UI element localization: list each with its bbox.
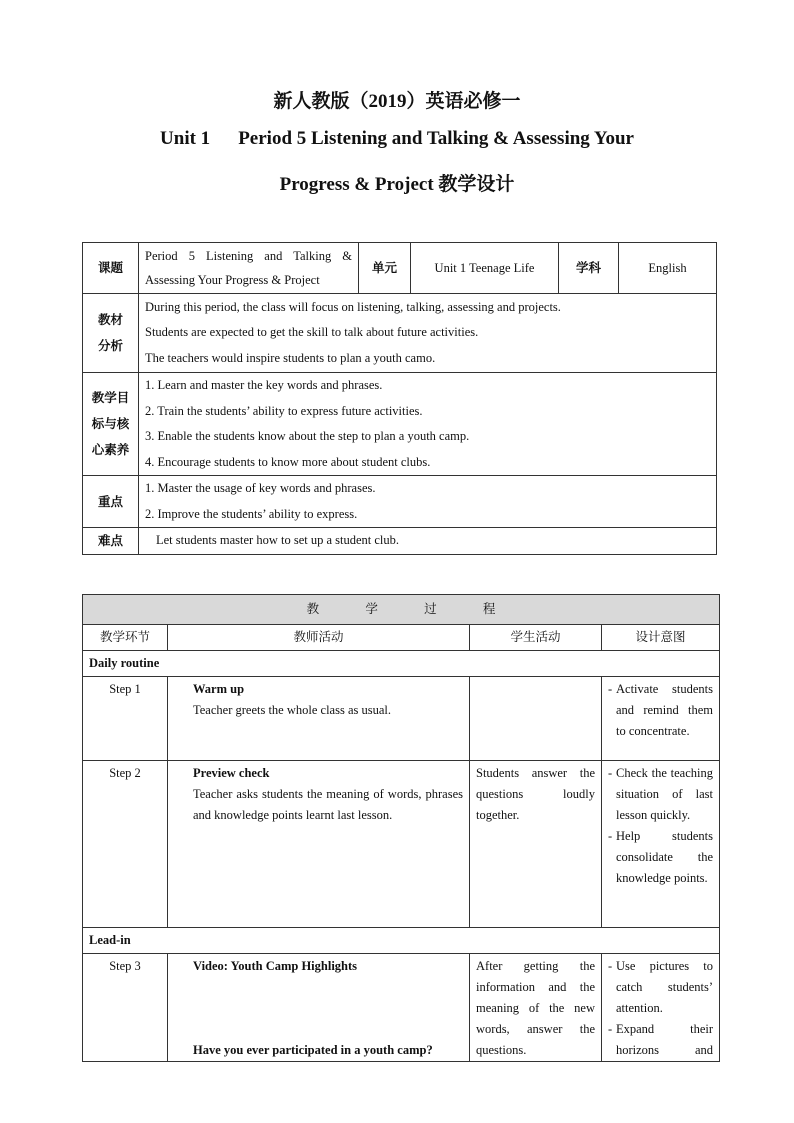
design-intent: - Check the teaching situation of last lesson quickly. - Help students consolidate the knowledge points. [602, 761, 720, 928]
column-header-stage: 教学环节 [83, 625, 168, 651]
column-header-student: 学生活动 [470, 625, 602, 651]
step-label: Step 1 [83, 677, 168, 761]
teaching-process-table [82, 594, 720, 1062]
document-title: 新人教版（2019）英语必修一 [273, 91, 521, 112]
key-points-text: 1. Master the usage of key words and phrases. 2. Improve the students’ ability to express. [139, 476, 717, 528]
material-analysis-label: 教材 分析 [83, 294, 139, 373]
lead-in-question: Have you ever participated in a youth camp? [193, 1043, 433, 1057]
unit-value: Unit 1 Teenage Life [411, 243, 559, 294]
design-intent: - Activate students and remind them to concentrate. [602, 677, 720, 761]
unit-number: Unit 1 [160, 128, 211, 149]
subject-value: English [619, 243, 717, 294]
design-intent: - Use pictures to catch students’ attention. - Expand their horizons and [602, 954, 720, 1062]
teacher-activity: Warm up Teacher greets the whole class as usual. [168, 677, 470, 761]
goals-label: 教学目 标与核 心素养 [83, 373, 139, 476]
column-header-teacher: 教师活动 [168, 625, 470, 651]
step-label: Step 2 [83, 761, 168, 928]
difficult-points-label: 难点 [83, 528, 139, 555]
process-title: 教 学 过 程 [83, 595, 720, 625]
topic-label: 课题 [83, 243, 139, 294]
lesson-info-table [82, 242, 717, 555]
student-activity: After getting the information and the meaning of the new words, answer the questions. [470, 954, 602, 1062]
section-daily-routine: Daily routine [83, 651, 720, 677]
student-activity: Students answer the questions loudly together. [470, 761, 602, 928]
topic-value: Period 5 Listening and Talking & Assessing Your Progress & Project [139, 243, 359, 294]
goals-text: 1. Learn and master the key words and phrases. 2. Train the students’ ability to express future activities. 3. Enable the students know about the step to plan a youth camp. 4. Encourage students to know more about student clubs. [139, 373, 717, 476]
column-header-design: 设计意图 [602, 625, 720, 651]
step-label: Step 3 [83, 954, 168, 1062]
key-points-label: 重点 [83, 476, 139, 528]
period-title: Period 5 Listening and Talking & Assessing Your [238, 128, 634, 149]
teacher-activity: Video: Youth Camp Highlights Have you ever participated in a youth camp? [168, 954, 470, 1062]
section-lead-in: Lead-in [83, 928, 720, 954]
teacher-activity: Preview check Teacher asks students the meaning of words, phrases and knowledge points learnt last lesson. [168, 761, 470, 928]
student-activity [470, 677, 602, 761]
document-subtitle-continued: Progress & Project 教学设计 [279, 174, 515, 195]
material-analysis-text: During this period, the class will focus on listening, talking, assessing and projects. Students are expected to get the skill to talk about future activities. The teachers would inspire students to plan a youth camo. [139, 294, 717, 373]
difficult-points-text: Let students master how to set up a student club. [139, 528, 717, 555]
unit-label: 单元 [359, 243, 411, 294]
subject-label: 学科 [559, 243, 619, 294]
document-subtitle [0, 128, 794, 150]
